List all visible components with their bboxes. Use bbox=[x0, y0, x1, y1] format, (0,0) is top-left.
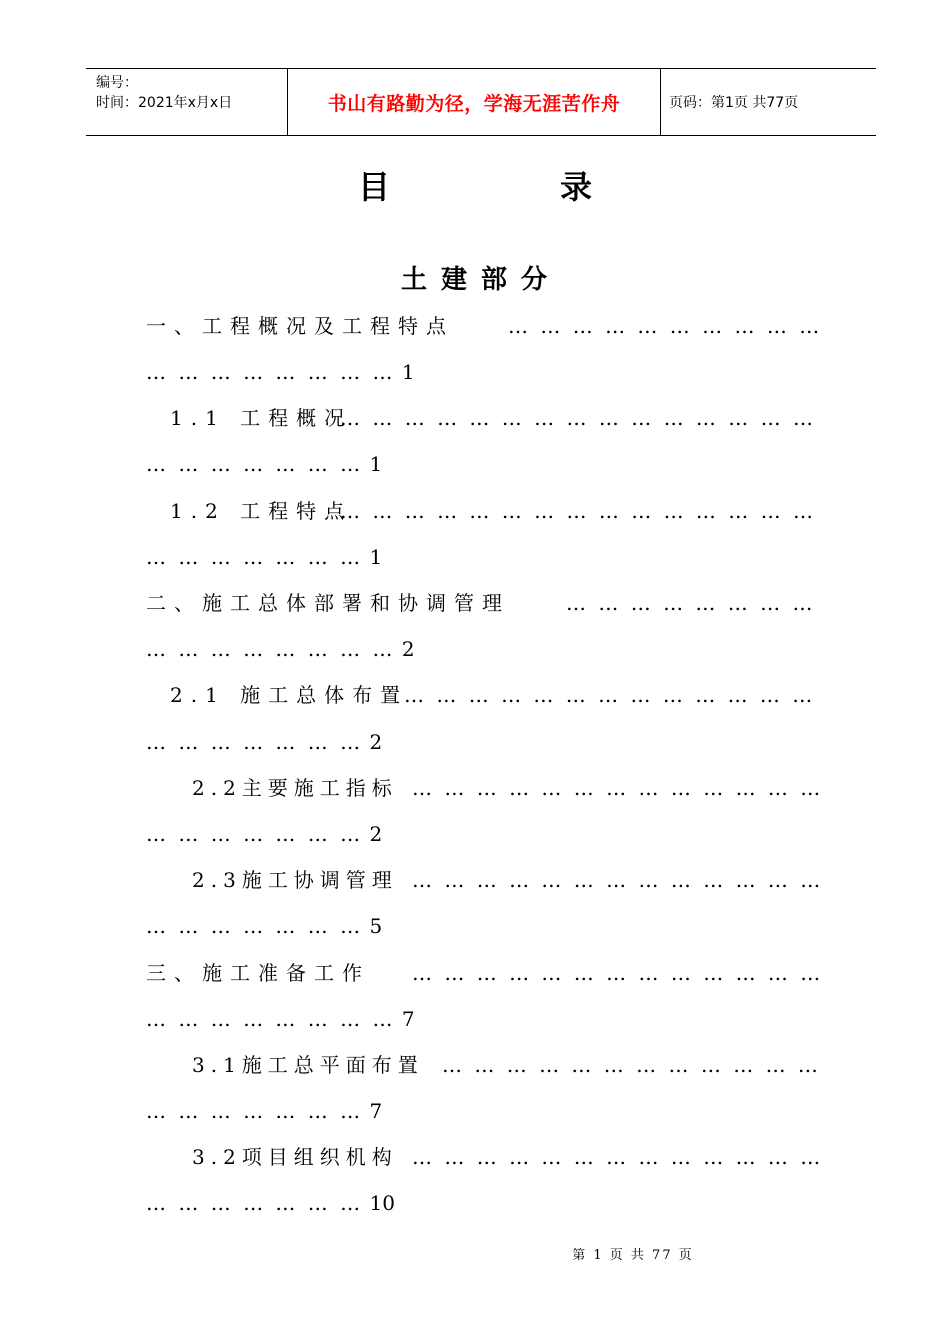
toc-entry-label: 2.2主要施工指标 bbox=[192, 776, 398, 800]
toc-page-number: 10 bbox=[369, 1191, 395, 1215]
toc-entry-continuation bbox=[146, 912, 382, 940]
toc-entry-dots: … … … … … … … bbox=[146, 545, 364, 569]
title-char-right: 录 bbox=[560, 168, 593, 206]
page-footer: 第 1 页 共 77 页 bbox=[572, 1248, 694, 1263]
toc-entry-dots: … … … … … … … … bbox=[146, 360, 396, 384]
toc-page-number: 7 bbox=[401, 1007, 415, 1031]
title-char-left: 目 bbox=[358, 168, 391, 206]
toc-entry-continuation bbox=[146, 820, 382, 848]
toc-entry-label: 3.2项目组织机构 bbox=[192, 1145, 398, 1169]
toc-entry-continuation bbox=[146, 450, 382, 478]
toc-entry-label: 3.1施工总平面布置 bbox=[192, 1053, 424, 1077]
toc-entry-continuation bbox=[146, 635, 415, 663]
toc-entry-continuation bbox=[146, 543, 382, 571]
toc-entry-dots: … … … … … … … … … … … … … bbox=[412, 776, 824, 800]
toc-entry-dots: … … … … … … … … … … … … … … … bbox=[340, 499, 817, 523]
toc-page-number: 1 bbox=[401, 360, 415, 384]
toc-entry-dots: … … … … … … … … bbox=[146, 1007, 396, 1031]
toc-entry-dots: … … … … … … … bbox=[146, 914, 364, 938]
toc-page-number: 1 bbox=[369, 452, 383, 476]
toc-entry-dots: … … … … … … … … … … bbox=[508, 314, 823, 338]
toc-entry-dots: … … … … … … … … … … … … … bbox=[412, 961, 824, 985]
toc-entry-dots: … … … … … … … … … … … … … bbox=[412, 1145, 824, 1169]
toc-page-number: 7 bbox=[369, 1099, 383, 1123]
toc-entry-dots: … … … … … … … bbox=[146, 1099, 364, 1123]
toc-entry-continuation bbox=[146, 1005, 415, 1033]
toc-entry-dots: … … … … … … … … … … … … … … … bbox=[340, 406, 817, 430]
toc-page-number: 2 bbox=[369, 822, 383, 846]
toc-entry-dots: … … … … … … … … … … … … … bbox=[412, 868, 824, 892]
document-time: 时间：2021年x月x日 bbox=[96, 95, 233, 111]
header-page-info: 页码：第1页 共77页 bbox=[669, 95, 799, 111]
document-header bbox=[86, 68, 876, 136]
document-number: 编号： bbox=[96, 75, 138, 91]
toc-entry-continuation bbox=[146, 1097, 382, 1125]
toc-entry-label: 三、施工准备工作 bbox=[146, 961, 370, 985]
toc-entry-dots: … … … … … … … bbox=[146, 822, 364, 846]
toc-entry-label: 1.2 工程特点 bbox=[170, 499, 353, 523]
header-meta bbox=[86, 69, 287, 135]
toc-page-number: 5 bbox=[369, 914, 383, 938]
toc-entry-continuation bbox=[146, 728, 382, 756]
toc-entry-dots: … … … … … … … … bbox=[566, 591, 816, 615]
toc-page-number: 2 bbox=[369, 730, 383, 754]
toc-page-number: 1 bbox=[369, 545, 383, 569]
toc-entry-dots: … … … … … … … … bbox=[146, 637, 396, 661]
toc-page-number: 2 bbox=[401, 637, 415, 661]
toc-entry-dots: … … … … … … … bbox=[146, 452, 364, 476]
toc-entry-continuation bbox=[146, 358, 415, 386]
toc-entry-dots: … … … … … … … bbox=[146, 730, 364, 754]
toc-entry-label: 一、工程概况及工程特点 bbox=[146, 314, 454, 338]
toc-entry-label: 1.1 工程概况 bbox=[170, 406, 353, 430]
toc-entry-label: 2.1 施工总体布置 bbox=[170, 683, 409, 707]
toc-entry-label: 2.3施工协调管理 bbox=[192, 868, 398, 892]
toc-entry-dots: … … … … … … … … … … … … … bbox=[404, 683, 816, 707]
toc-entry-label: 二、施工总体部署和协调管理 bbox=[146, 591, 510, 615]
section-title: 土建部分 bbox=[400, 265, 561, 295]
toc-entry-dots: … … … … … … … … … … … … bbox=[442, 1053, 821, 1077]
toc-entry-continuation bbox=[146, 1189, 395, 1217]
header-motto: 书山有路勤为径，学海无涯苦作舟 bbox=[287, 69, 661, 135]
toc-entry-dots: … … … … … … … bbox=[146, 1191, 364, 1215]
